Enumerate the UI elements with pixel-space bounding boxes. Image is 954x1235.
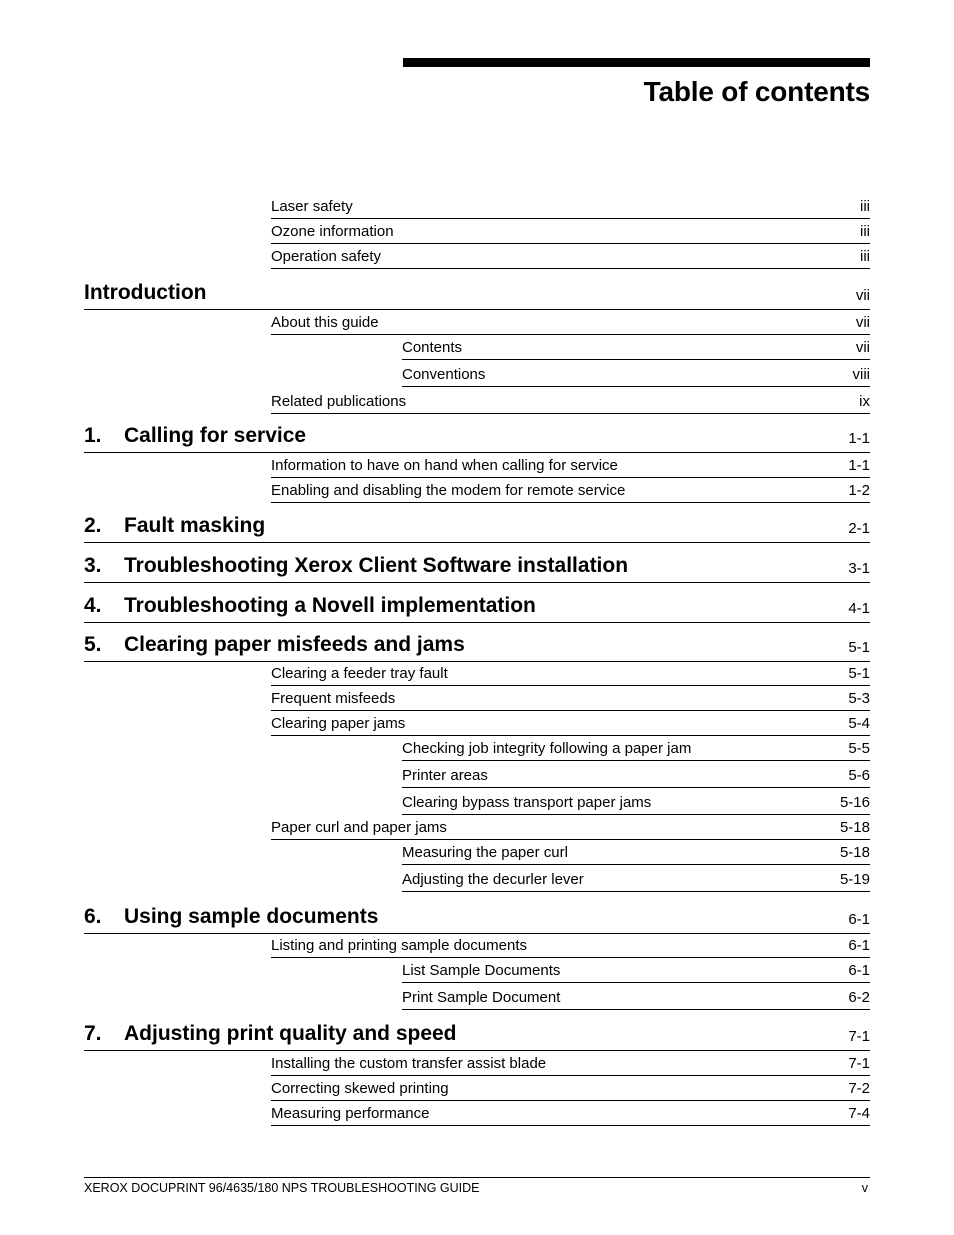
chapter-title-text: Clearing paper misfeeds and jams xyxy=(124,633,465,656)
footer-page-number: v xyxy=(861,1181,868,1195)
entry-page-number: 3-1 xyxy=(848,560,870,577)
toc-section[interactable] xyxy=(271,387,870,414)
entry-title: Measuring performance xyxy=(271,1105,430,1122)
chapter-title xyxy=(84,281,206,305)
toc-section[interactable] xyxy=(271,815,870,840)
toc-section[interactable] xyxy=(271,219,870,244)
entry-title: Related publications xyxy=(271,393,407,410)
entry-page-number: 1-2 xyxy=(848,482,870,499)
toc-subsection[interactable] xyxy=(402,335,870,360)
entry-title: Operation safety xyxy=(271,248,382,265)
entry-page-number: 5-4 xyxy=(848,715,870,732)
entry-page-number: 7-4 xyxy=(848,1105,870,1122)
page-title: Table of contents xyxy=(643,76,870,107)
chapter-number: 4. xyxy=(84,594,102,617)
entry-page-number: 5-1 xyxy=(848,665,870,682)
chapter-number: 2. xyxy=(84,514,102,537)
toc-section[interactable] xyxy=(271,194,870,219)
entry-page-number: 1-1 xyxy=(848,430,870,447)
entry-page-number: 5-18 xyxy=(839,844,870,861)
entry-title: Checking job integrity following a paper jam xyxy=(402,740,692,757)
entry-title: Measuring the paper curl xyxy=(402,844,568,861)
chapter-title-text: Troubleshooting a Novell implementation xyxy=(124,594,536,617)
chapter-number: 5. xyxy=(84,633,102,656)
toc-section[interactable] xyxy=(271,453,870,478)
chapter-title xyxy=(84,905,378,929)
entry-title: Ozone information xyxy=(271,223,394,240)
entry-title: Paper curl and paper jams xyxy=(271,819,447,836)
chapter-number: 3. xyxy=(84,554,102,577)
entry-page-number: 6-1 xyxy=(848,962,870,979)
entry-page-number: 5-6 xyxy=(848,767,870,784)
entry-title: Correcting skewed printing xyxy=(271,1080,449,1097)
toc-chapter[interactable] xyxy=(84,420,870,453)
entry-page-number: 5-5 xyxy=(848,740,870,757)
entry-title: Listing and printing sample documents xyxy=(271,937,527,954)
footer-text: XEROX DOCUPRINT 96/4635/180 NPS TROUBLESHOOTING GUIDE xyxy=(84,1181,480,1195)
toc-section[interactable] xyxy=(271,310,870,335)
entry-page-number: 7-2 xyxy=(848,1080,870,1097)
footer-rule xyxy=(84,1177,870,1178)
entry-title: Print Sample Document xyxy=(402,989,561,1006)
entry-page-number: 5-1 xyxy=(848,639,870,656)
chapter-title-text: Calling for service xyxy=(124,424,307,447)
entry-page-number: viii xyxy=(852,366,870,383)
chapter-title-text: Fault masking xyxy=(124,514,266,537)
entry-page-number: ix xyxy=(859,393,870,410)
entry-page-number: 5-18 xyxy=(839,819,870,836)
entry-page-number: iii xyxy=(860,223,870,240)
entry-title: Conventions xyxy=(402,366,486,383)
chapter-title-text: Introduction xyxy=(84,281,207,304)
chapter-title-text: Troubleshooting Xerox Client Software installation xyxy=(124,554,629,577)
entry-page-number: 7-1 xyxy=(848,1055,870,1072)
entry-page-number: vii xyxy=(855,314,870,331)
entry-title: Installing the custom transfer assist blade xyxy=(271,1055,547,1072)
entry-title: Laser safety xyxy=(271,198,353,215)
entry-page-number: 2-1 xyxy=(848,520,870,537)
toc-chapter[interactable] xyxy=(84,629,870,662)
chapter-number: 7. xyxy=(84,1022,102,1045)
toc-chapter[interactable] xyxy=(84,550,870,583)
entry-page-number: iii xyxy=(860,248,870,265)
toc-subsection[interactable] xyxy=(402,865,870,892)
toc-subsection[interactable] xyxy=(402,360,870,387)
chapter-title xyxy=(84,594,536,618)
entry-page-number: iii xyxy=(860,198,870,215)
chapter-title-text: Adjusting print quality and speed xyxy=(124,1022,457,1045)
chapter-title xyxy=(84,1022,457,1046)
toc-chapter[interactable] xyxy=(84,277,870,310)
chapter-number: 1. xyxy=(84,424,102,447)
entry-title: Adjusting the decurler lever xyxy=(402,871,584,888)
entry-page-number: 5-19 xyxy=(839,871,870,888)
toc-section[interactable] xyxy=(271,244,870,269)
entry-title: Contents xyxy=(402,339,463,356)
entry-title: Enabling and disabling the modem for remote service xyxy=(271,482,626,499)
entry-page-number: vii xyxy=(855,287,870,304)
entry-page-number: vii xyxy=(855,339,870,356)
entry-page-number: 5-3 xyxy=(848,690,870,707)
toc-chapter[interactable] xyxy=(84,510,870,543)
toc-section[interactable] xyxy=(271,1051,870,1076)
entry-page-number: 5-16 xyxy=(839,794,870,811)
entry-page-number: 7-1 xyxy=(848,1028,870,1045)
entry-title: Clearing bypass transport paper jams xyxy=(402,794,652,811)
toc-section[interactable] xyxy=(271,478,870,503)
entry-page-number: 6-1 xyxy=(848,911,870,928)
toc-chapter[interactable] xyxy=(84,901,870,934)
toc-section[interactable] xyxy=(271,933,870,958)
toc-chapter[interactable] xyxy=(84,1018,870,1051)
entry-title: About this guide xyxy=(271,314,379,331)
toc-subsection[interactable] xyxy=(402,840,870,865)
entry-page-number: 6-2 xyxy=(848,989,870,1006)
entry-page-number: 1-1 xyxy=(848,457,870,474)
toc-chapter[interactable] xyxy=(84,590,870,623)
toc-section[interactable] xyxy=(271,1076,870,1101)
title-rule xyxy=(403,58,870,67)
toc-section[interactable] xyxy=(271,711,870,736)
entry-title: List Sample Documents xyxy=(402,962,561,979)
chapter-title xyxy=(84,424,306,448)
entry-title: Information to have on hand when calling for service xyxy=(271,457,618,474)
entry-title: Clearing paper jams xyxy=(271,715,406,732)
chapter-title-text: Using sample documents xyxy=(124,905,379,928)
chapter-title xyxy=(84,554,628,578)
toc-subsection[interactable] xyxy=(402,761,870,788)
toc-section[interactable] xyxy=(271,686,870,711)
toc-subsection[interactable] xyxy=(402,958,870,983)
chapter-number: 6. xyxy=(84,905,102,928)
entry-page-number: 6-1 xyxy=(848,937,870,954)
toc-subsection[interactable] xyxy=(402,983,870,1010)
toc-subsection[interactable] xyxy=(402,788,870,815)
chapter-title xyxy=(84,514,265,538)
toc-section[interactable] xyxy=(271,1101,870,1126)
chapter-title xyxy=(84,633,465,657)
entry-page-number: 4-1 xyxy=(848,600,870,617)
toc-section[interactable] xyxy=(271,661,870,686)
toc-subsection[interactable] xyxy=(402,736,870,761)
entry-title: Clearing a feeder tray fault xyxy=(271,665,448,682)
entry-title: Printer areas xyxy=(402,767,488,784)
entry-title: Frequent misfeeds xyxy=(271,690,396,707)
